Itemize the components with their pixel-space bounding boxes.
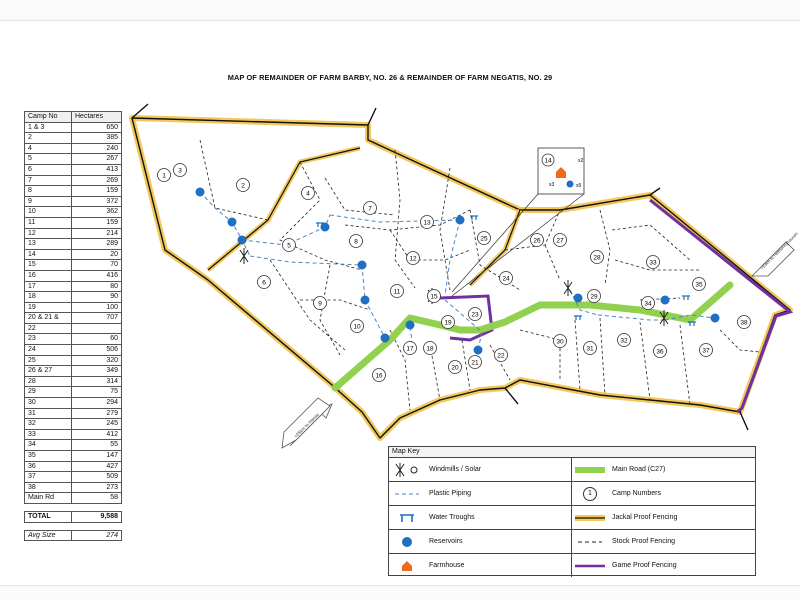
- inset-trough-count: x3: [549, 182, 555, 188]
- camp-number-labels: [158, 164, 751, 382]
- window-bottom-bar: [0, 585, 800, 600]
- hectares-cell: 506: [72, 345, 122, 356]
- windmill-solar-icon: [389, 463, 425, 477]
- camp-no-cell: 11: [25, 217, 72, 228]
- camp-no-cell: 2: [25, 133, 72, 144]
- camp-number-label: 30: [556, 338, 564, 346]
- hectares-cell: 214: [72, 228, 122, 239]
- camp-no-cell: 13: [25, 239, 72, 250]
- table-header-hectares: Hectares: [72, 112, 122, 123]
- camp-number-label: 26: [533, 237, 541, 245]
- camp-no-cell: 8: [25, 186, 72, 197]
- camp-number-label: 17: [406, 345, 414, 353]
- inset-windmill-count: x2: [578, 158, 584, 164]
- camp-number-label: 20: [451, 364, 459, 372]
- hectares-cell: 314: [72, 376, 122, 387]
- hectares-cell: 320: [72, 355, 122, 366]
- camp-no-cell: 24: [25, 345, 72, 356]
- total-label: TOTAL: [25, 511, 72, 522]
- hectares-cell: 245: [72, 419, 122, 430]
- camp-no-cell: 31: [25, 408, 72, 419]
- hectares-cell: 100: [72, 302, 122, 313]
- jackal-proof-boundary: [132, 118, 790, 438]
- reservoir-icon: [358, 261, 367, 270]
- camp-no-cell: 34: [25, 440, 72, 451]
- legend-windmills: [389, 458, 572, 482]
- hectares-cell: 413: [72, 164, 122, 175]
- hectares-cell: 75: [72, 387, 122, 398]
- hectares-cell: 509: [72, 472, 122, 483]
- legend-camp-numbers: [572, 482, 755, 506]
- windmill-solar-icon: [564, 280, 572, 296]
- camp-number-label: 27: [556, 237, 564, 245]
- legend-label: Game Proof Fencing: [612, 562, 677, 569]
- hectares-cell: 416: [72, 270, 122, 281]
- legend-label: Jackal Proof Fencing: [612, 514, 678, 521]
- reservoir-icon: [196, 188, 205, 197]
- game-fence-icon: [572, 563, 608, 569]
- legend-jackal-fence: [572, 506, 755, 530]
- camp-no-cell: 28: [25, 376, 72, 387]
- camp-no-cell: 18: [25, 292, 72, 303]
- legend-game-fence: [572, 554, 755, 577]
- camp-no-cell: 9: [25, 196, 72, 207]
- camp-no-cell: 22: [25, 323, 72, 334]
- camp-number-label: 35: [695, 281, 703, 289]
- camp-number-label: 2: [241, 182, 245, 190]
- camp-number-label: 18: [426, 345, 434, 353]
- camp-number-label: 32: [620, 337, 628, 345]
- avg-label: Avg Size: [25, 530, 72, 541]
- camp-number-label: 16: [375, 372, 383, 380]
- camp-no-cell: 38: [25, 482, 72, 493]
- camp-number-label: 1: [162, 172, 166, 180]
- hectares-cell: 707: [72, 313, 122, 324]
- reservoir-icon: [361, 296, 370, 305]
- trough-icon: [389, 513, 425, 523]
- hanau-direction-label: ≈25km to Hanau: [293, 411, 321, 439]
- windmill-solar-icon: [240, 248, 248, 264]
- camp-no-cell: 10: [25, 207, 72, 218]
- camp-number-label: 38: [740, 319, 748, 327]
- legend-troughs: [389, 506, 572, 530]
- camp-number-label: 23: [471, 311, 479, 319]
- camp-no-cell: 33: [25, 429, 72, 440]
- hectares-cell: 55: [72, 440, 122, 451]
- reservoir-icon: [456, 216, 465, 225]
- windmills: [240, 248, 668, 326]
- arrow-to-hanau: [282, 398, 332, 448]
- camp-no-cell: 7: [25, 175, 72, 186]
- camp-no-cell: 36: [25, 461, 72, 472]
- reservoir-icon: [661, 296, 670, 305]
- camp-no-cell: 4: [25, 143, 72, 154]
- trough-icon: [688, 322, 696, 326]
- hectares-cell: 385: [72, 133, 122, 144]
- legend-farmhouse: [389, 554, 572, 577]
- legend-label: Stock Proof Fencing: [612, 538, 676, 545]
- hectares-cell: 427: [72, 461, 122, 472]
- camp-number-label: 21: [471, 359, 479, 367]
- reservoir-icon: [711, 314, 720, 323]
- helmeringhausen-direction-label: ≈33km to Helmeringhausen: [759, 230, 799, 271]
- camp-number-label: 12: [409, 255, 417, 263]
- camp-number-label: 11: [393, 288, 401, 296]
- hectares-cell: 650: [72, 122, 122, 133]
- camp-no-cell: 19: [25, 302, 72, 313]
- camp-no-cell: 5: [25, 154, 72, 165]
- hectares-cell: 294: [72, 398, 122, 409]
- camp-number-label: 13: [423, 219, 431, 227]
- camp-no-cell: 14: [25, 249, 72, 260]
- hectares-cell: 269: [72, 175, 122, 186]
- camp-number-label: 15: [430, 293, 438, 301]
- hectares-cell: 240: [72, 143, 122, 154]
- reservoir-icon: [238, 236, 247, 245]
- legend-reservoirs: [389, 530, 572, 554]
- camp-number-label: 36: [656, 348, 664, 356]
- camp-no-cell: 25: [25, 355, 72, 366]
- farmhouse-icon: [389, 560, 425, 572]
- table-header-camp: Camp No: [25, 112, 72, 123]
- trough-icon: [682, 296, 690, 300]
- camp-number-label: 9: [318, 300, 322, 308]
- total-value: 9,588: [72, 511, 122, 522]
- camp-no-cell: 1 & 3: [25, 122, 72, 133]
- main-road-c27: [335, 285, 730, 388]
- camp-number-label: 19: [444, 319, 452, 327]
- camp-number-label: 8: [354, 238, 358, 246]
- camp-no-cell: 32: [25, 419, 72, 430]
- legend-label: Windmills / Solar: [429, 466, 482, 473]
- reservoir-icon: [381, 334, 390, 343]
- camp-number-label: 31: [586, 345, 594, 353]
- camp-no-cell: 16: [25, 270, 72, 281]
- hectares-cell: 372: [72, 196, 122, 207]
- camp-no-cell: 12: [25, 228, 72, 239]
- trough-icon: [574, 316, 582, 320]
- hectares-cell: 58: [72, 493, 122, 504]
- camp-no-cell: 35: [25, 451, 72, 462]
- jackal-fence-icon: [572, 514, 608, 522]
- camp-number-label: 10: [353, 323, 361, 331]
- camp-number-label: 34: [644, 300, 652, 308]
- camp-number-label: 29: [590, 293, 598, 301]
- map-title: MAP OF REMAINDER OF FARM BARBY, NO. 26 & REMAINDER OF FARM NEGATIS, NO. 29: [227, 73, 553, 82]
- legend-stock-fence: [572, 530, 755, 554]
- camp-no-cell: 23: [25, 334, 72, 345]
- hectares-cell: 412: [72, 429, 122, 440]
- camp-number-label: 37: [702, 347, 710, 355]
- camp-number-label: 4: [306, 190, 310, 198]
- hectares-cell: 289: [72, 239, 122, 250]
- map-key: [388, 446, 756, 576]
- camp-number-sample: 1: [583, 487, 597, 501]
- camp-no-cell: 29: [25, 387, 72, 398]
- camp-no-cell: 6: [25, 164, 72, 175]
- legend-label: Water Troughs: [429, 514, 475, 521]
- map-key-title: Map Key: [389, 447, 755, 458]
- legend-label: Camp Numbers: [612, 490, 662, 497]
- camp-number-label: 33: [649, 259, 657, 267]
- reservoir-icon: [474, 346, 483, 355]
- reservoir-icon: [389, 536, 425, 548]
- camp-no-cell: 17: [25, 281, 72, 292]
- camp-number-label: 28: [593, 254, 601, 262]
- camp-number-label: 3: [178, 167, 182, 175]
- hectares-cell: 159: [72, 217, 122, 228]
- avg-value: 274: [72, 530, 122, 541]
- camp-number-label: 22: [497, 352, 505, 360]
- legend-label: Main Road (C27): [612, 466, 666, 473]
- hectares-cell: 159: [72, 186, 122, 197]
- legend-piping: [389, 482, 572, 506]
- camp-number-label: 7: [368, 205, 372, 213]
- inset-camp-label: 14: [544, 157, 552, 165]
- camp-no-cell: 15: [25, 260, 72, 271]
- camp-number-label: 5: [287, 242, 291, 250]
- hectares-cell: 279: [72, 408, 122, 419]
- arrow-to-helmeringhausen: [752, 231, 799, 276]
- camp-no-cell: 20 & 21 &: [25, 313, 72, 324]
- camp-number-label: 6: [262, 279, 266, 287]
- legend-label: Reservoirs: [429, 538, 463, 545]
- road-line-icon: [572, 466, 608, 474]
- reservoir-icon: [574, 294, 583, 303]
- camp-number-icon: [572, 487, 608, 501]
- legend-main-road: [572, 458, 755, 482]
- camp-no-cell: 30: [25, 398, 72, 409]
- camp-no-cell: 26 & 27: [25, 366, 72, 377]
- reservoir-icon: [406, 321, 415, 330]
- piping-line-icon: [389, 491, 425, 497]
- hectares-cell: 90: [72, 292, 122, 303]
- hectares-cell: 349: [72, 366, 122, 377]
- hectares-cell: 362: [72, 207, 122, 218]
- reservoir-icon: [228, 218, 237, 227]
- legend-label: Farmhouse: [429, 562, 465, 569]
- hectares-cell: 267: [72, 154, 122, 165]
- hectares-cell: 60: [72, 334, 122, 345]
- hectares-cell: 147: [72, 451, 122, 462]
- hectares-cell: 273: [72, 482, 122, 493]
- inset-reservoir-count: x5: [576, 183, 582, 189]
- hectares-cell: 70: [72, 260, 122, 271]
- hectares-cell: 20: [72, 249, 122, 260]
- camp-number-label: 25: [480, 235, 488, 243]
- camp-number-label: 24: [502, 275, 510, 283]
- stock-fence-icon: [572, 539, 608, 545]
- hectares-cell: 80: [72, 281, 122, 292]
- legend-label: Plastic Piping: [429, 490, 472, 497]
- camp-no-cell: Main Rd: [25, 493, 72, 504]
- camp-no-cell: 37: [25, 472, 72, 483]
